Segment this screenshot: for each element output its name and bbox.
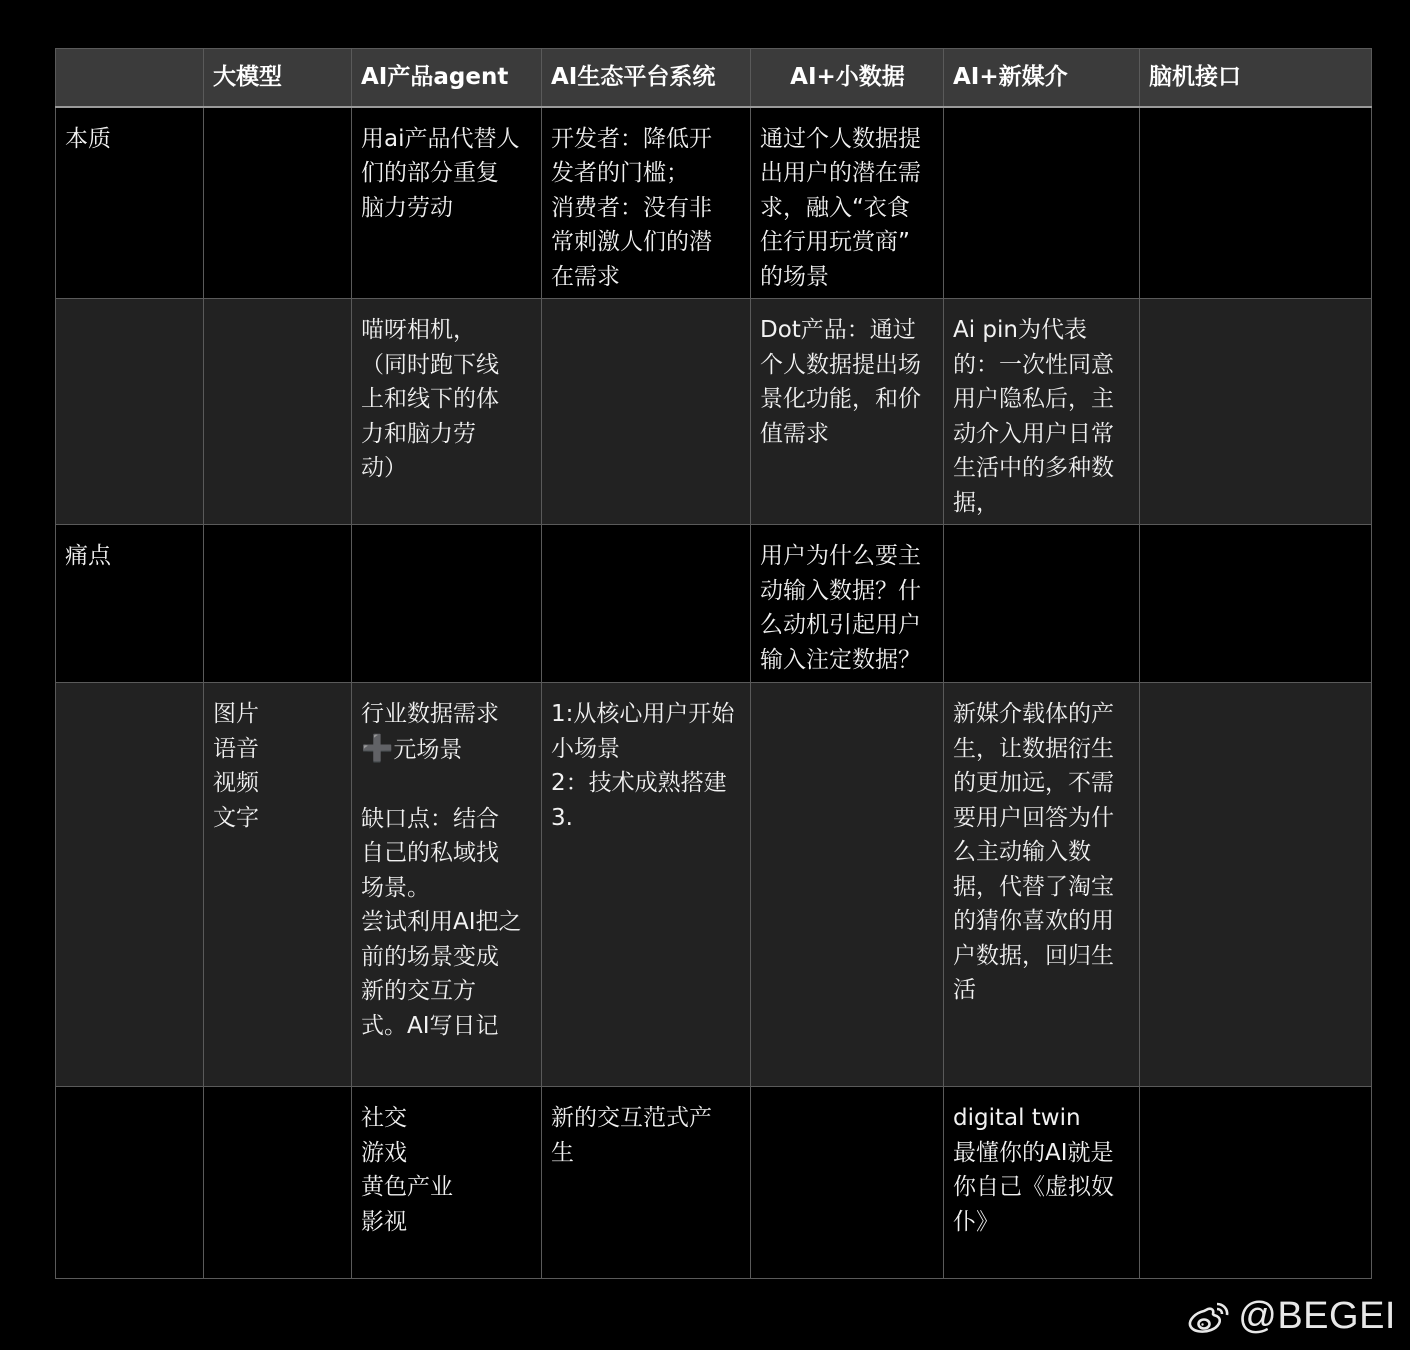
table-cell bbox=[352, 525, 542, 683]
table-cell: 喵呀相机， （同时跑下线 上和线下的体 力和脑力劳 动） bbox=[352, 299, 542, 525]
table-row bbox=[56, 299, 1372, 525]
table-cell-industry-data bbox=[352, 683, 542, 1087]
table-cell: digital twin 最懂你的AI就是 你自己《虚拟奴 仆》 bbox=[944, 1087, 1140, 1279]
table-cell bbox=[1140, 107, 1372, 299]
table-cell: 开发者：降低开 发者的门槛； 消费者：没有非 常刺激人们的潜 在需求 bbox=[542, 107, 751, 299]
table-cell bbox=[751, 1087, 944, 1279]
header-ai-new-media: AI+新媒介 bbox=[944, 49, 1140, 107]
table-cell: 1:从核心用户开始 小场景 2：技术成熟搭建 3. bbox=[542, 683, 751, 1087]
table-cell bbox=[204, 107, 352, 299]
table-cell: 社交 游戏 黄色产业 影视 bbox=[352, 1087, 542, 1279]
table-cell: 用ai产品代替人 们的部分重复 脑力劳动 bbox=[352, 107, 542, 299]
table-cell: 通过个人数据提 出用户的潜在需 求，融入“衣食 住行用玩赏商” 的场景 bbox=[751, 107, 944, 299]
row-label-empty bbox=[56, 683, 204, 1087]
header-ai-product-agent: AI产品agent bbox=[352, 49, 542, 107]
table-cell bbox=[204, 1087, 352, 1279]
table-cell bbox=[944, 525, 1140, 683]
table-row bbox=[56, 1087, 1372, 1279]
table-cell: 新的交互范式产 生 bbox=[542, 1087, 751, 1279]
table-cell bbox=[204, 525, 352, 683]
cell-text: 元场景 bbox=[393, 736, 463, 763]
header-ai-small-data: AI+小数据 bbox=[751, 49, 944, 107]
table-cell bbox=[542, 525, 751, 683]
table-cell bbox=[751, 683, 944, 1087]
row-label-empty bbox=[56, 299, 204, 525]
table-cell: 新媒介载体的产 生，让数据衍生 的更加远，不需 要用户回答为什 么主动输入数 据，代替了淘宝 的猜你喜欢的用 户数据，回归生 活 bbox=[944, 683, 1140, 1087]
table-row bbox=[56, 525, 1372, 683]
table-cell: Ai pin为代表 的：一次性同意 用户隐私后，主 动介入用户日常 生活中的多种数 据， bbox=[944, 299, 1140, 525]
plus-icon: ➕ bbox=[361, 733, 394, 764]
table-cell bbox=[204, 299, 352, 525]
table-cell bbox=[1140, 525, 1372, 683]
cell-text: 行业数据需求 bbox=[361, 701, 499, 727]
header-large-model: 大模型 bbox=[204, 49, 352, 107]
row-label-empty bbox=[56, 1087, 204, 1279]
header-ai-ecosystem-platform: AI生态平台系统 bbox=[542, 49, 751, 107]
table-cell bbox=[944, 107, 1140, 299]
table-row bbox=[56, 683, 1372, 1087]
table-cell bbox=[1140, 683, 1372, 1087]
header-brain-computer-interface: 脑机接口 bbox=[1140, 49, 1372, 107]
table-cell bbox=[1140, 299, 1372, 525]
watermark bbox=[1186, 1295, 1396, 1338]
table-cell bbox=[1140, 1087, 1372, 1279]
table-row bbox=[56, 107, 1372, 299]
comparison-table bbox=[55, 48, 1372, 1279]
watermark-text: @BEGEI bbox=[1238, 1295, 1396, 1337]
row-label-essence: 本质 bbox=[56, 107, 204, 299]
table-cell bbox=[542, 299, 751, 525]
row-label-pain-point: 痛点 bbox=[56, 525, 204, 683]
cell-text: 缺口点：结合 自己的私域找 场景。 尝试利用AI把之 前的场景变成 新的交互方 式。AI写日记 bbox=[361, 805, 522, 1039]
weibo-logo-icon bbox=[1186, 1299, 1232, 1335]
header-row bbox=[56, 49, 1372, 107]
table-cell: 图片 语音 视频 文字 bbox=[204, 683, 352, 1087]
header-corner-cell bbox=[56, 49, 204, 107]
table-cell: 用户为什么要主 动输入数据？什 么动机引起用户 输入注定数据？ bbox=[751, 525, 944, 683]
table-cell: Dot产品：通过 个人数据提出场 景化功能，和价 值需求 bbox=[751, 299, 944, 525]
